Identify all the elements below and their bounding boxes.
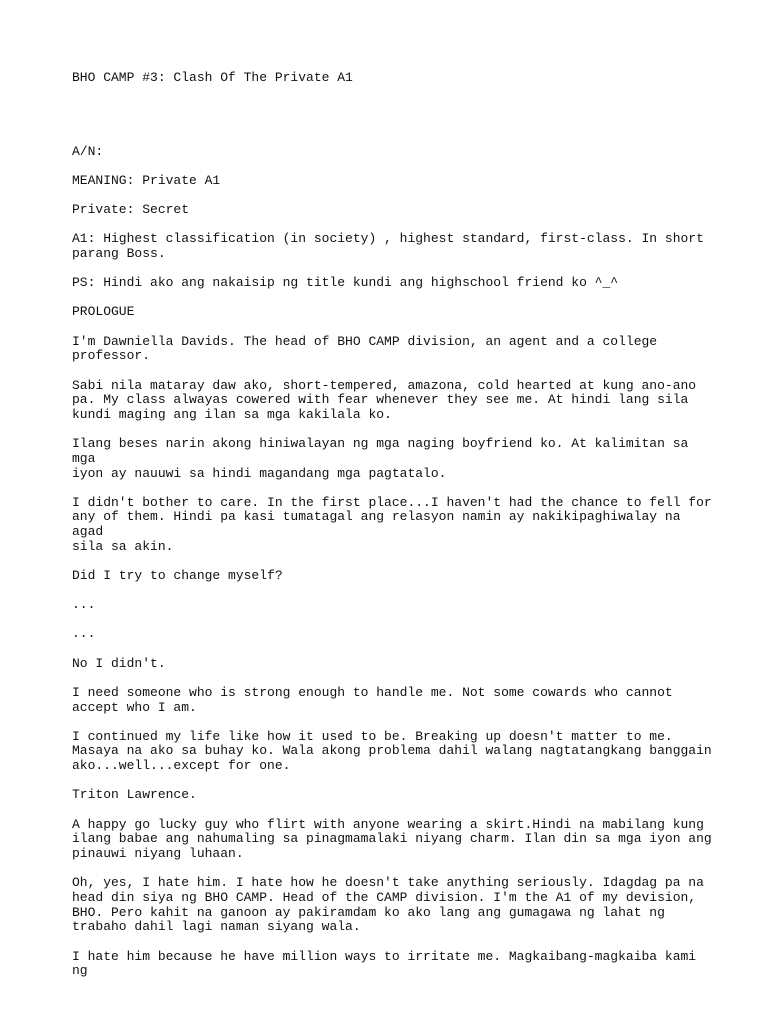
paragraph-continued: I continued my life like how it used to be. Breaking up doesn't matter to me. Masaya na ako sa buhay ko. Wala akong problema dahil walang nagtatangkang banggain ako...well...except for one. — [72, 728, 712, 774]
paragraph-did-i-try: Did I try to change myself? — [72, 568, 283, 584]
paragraph-prologue-heading: PROLOGUE — [72, 304, 135, 320]
paragraph-didnt-bother: I didn't bother to care. In the first place...I haven't had the chance to fell for any of them. Hindi pa kasi tumatagal ang relasyon namin ay nakikipaghiwalay na agad sila sa akin. — [72, 494, 712, 554]
paragraph-need-someone: I need someone who is strong enough to handle me. Not some cowards who cannot accept who I am. — [72, 684, 673, 715]
paragraph-ellipsis-1: ... — [72, 597, 96, 613]
paragraph-happy-go-lucky: A happy go lucky guy who flirt with anyone wearing a skirt.Hindi na mabilang kung ilang babae ang nahumaling sa pinagmamalaki niyang charm. Ilan din sa mga iyon ang pinauwi niyang luhaan. — [72, 816, 712, 861]
paragraph-a1: A1: Highest classification (in society) , highest standard, first-class. In short parang Boss. — [72, 231, 704, 262]
document-page — [72, 71, 712, 993]
paragraph-triton: Triton Lawrence. — [72, 787, 197, 803]
paragraph-an: A/N: — [72, 143, 104, 159]
paragraph-million-ways: I hate him because he have million ways to irritate me. Magkaibang-magkaiba kami ng — [72, 948, 704, 979]
document-title: BHO CAMP #3: Clash Of The Private A1 — [72, 70, 353, 85]
paragraph-intro: I'm Dawniella Davids. The head of BHO CAMP division, an agent and a college professor. — [72, 333, 658, 364]
paragraph-sabi-nila: Sabi nila mataray daw ako, short-tempered, amazona, cold hearted at kung ano-ano pa. My class alwayas cowered with fear whenever they see me. At hindi lang sila kundi maging ang ilan sa mga kakilala ko. — [72, 377, 697, 422]
paragraph-hate-him: Oh, yes, I hate him. I hate how he doesn't take anything seriously. Idagdag pa na head din siya ng BHO CAMP. Head of the CAMP division. I'm the A1 of my devision, BHO. Pero kahit na ganoon ay pakiramdam ko ako lang ang gumagawa ng lahat ng trabaho dahil lagi naman siyang wala. — [72, 875, 704, 935]
paragraph-meaning: MEANING: Private A1 — [72, 172, 221, 188]
paragraph-ilang-beses: Ilang beses narin akong hiniwalayan ng mga naging boyfriend ko. At kalimitan sa mga iyon ay nauuwi sa hindi magandang mga pagtatalo. — [72, 436, 689, 481]
paragraph-ellipsis-2: ... — [72, 626, 96, 642]
paragraph-private: Private: Secret — [72, 202, 190, 218]
paragraph-ps: PS: Hindi ako ang nakaisip ng title kundi ang highschool friend ko ^_^ — [72, 275, 619, 291]
paragraph-no-i-didnt: No I didn't. — [72, 655, 166, 671]
